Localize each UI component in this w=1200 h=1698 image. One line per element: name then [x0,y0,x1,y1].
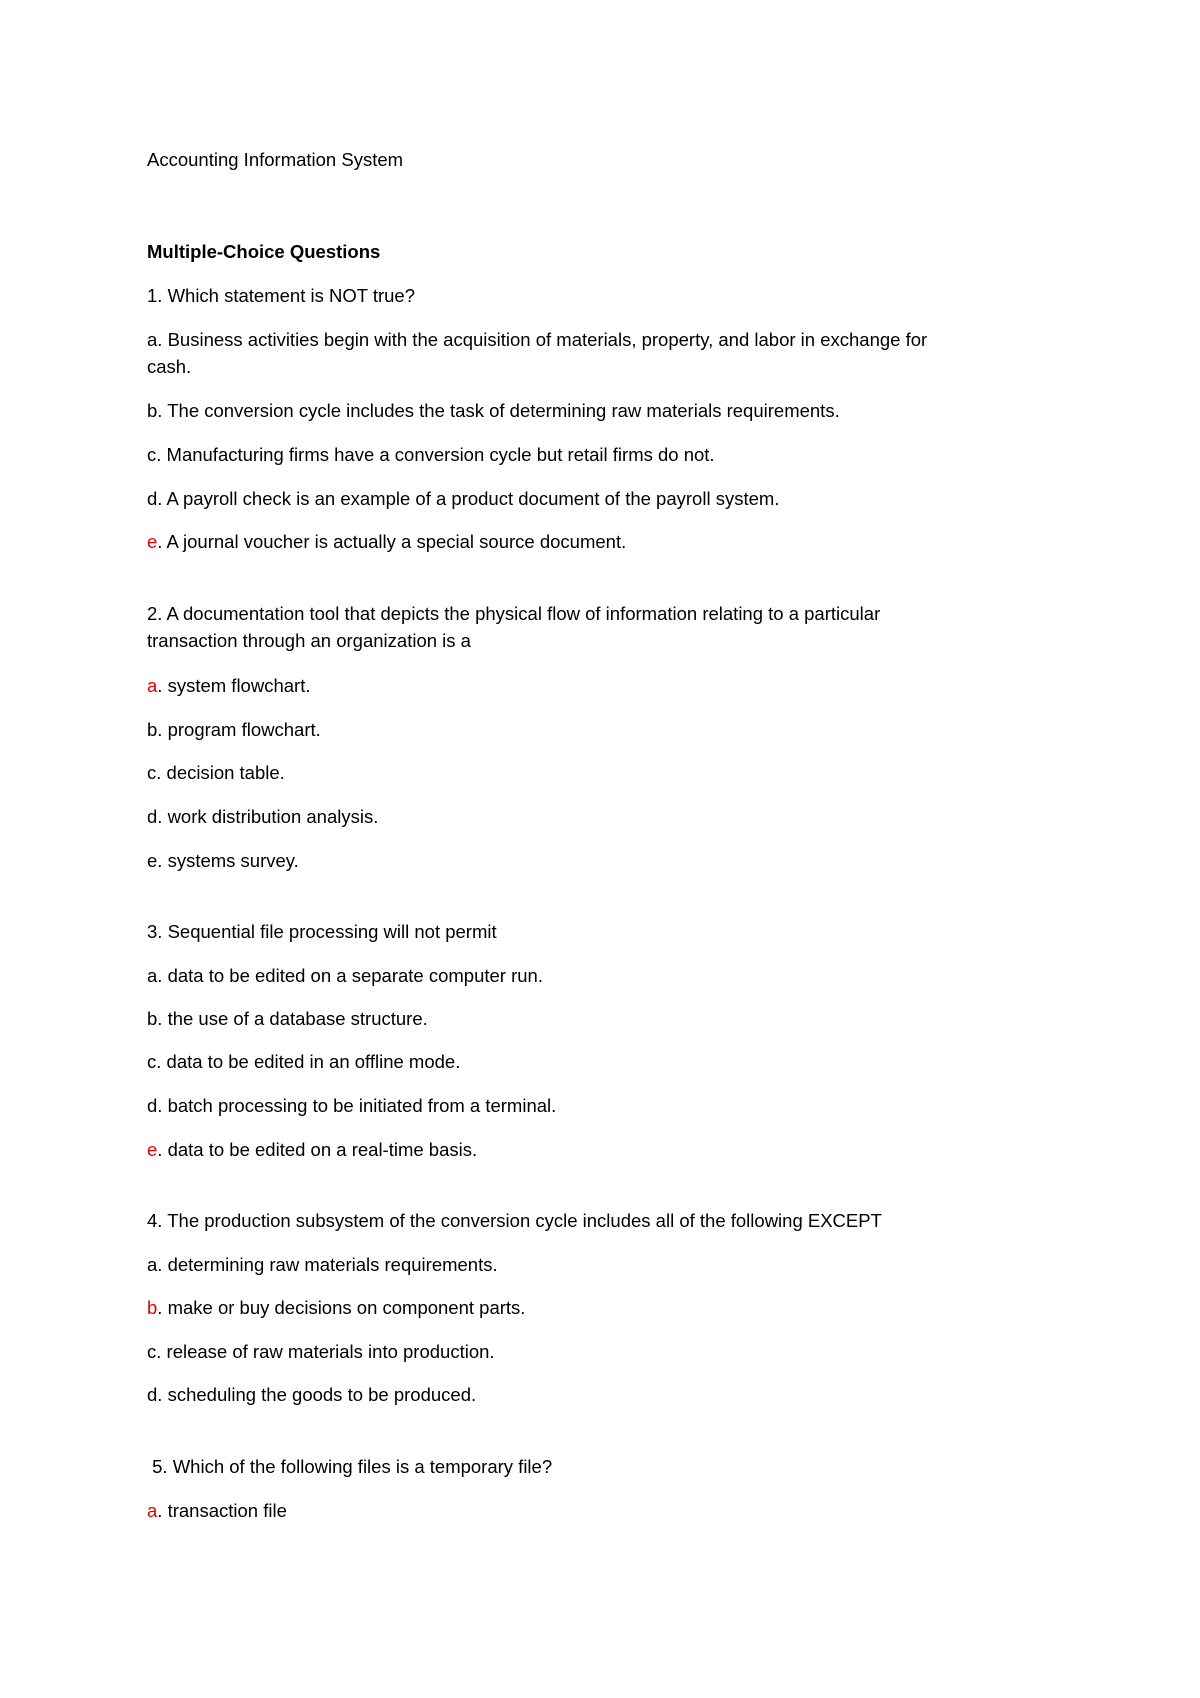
question-3-option-a [147,962,1047,989]
option-letter: a [147,1254,158,1275]
question-4-option-a [147,1251,1047,1278]
question-3-option-e [147,1136,1047,1163]
question-2-stem: 2. A documentation tool that depicts the physical flow of information relating to a particular [147,603,881,624]
answer-letter: b [147,1297,158,1318]
question-5-stem: 5. Which of the following files is a temporary file? [147,1456,553,1477]
option-letter: e [147,850,158,871]
answer-letter: e [147,531,158,552]
option-text: . make or buy decisions on component parts. [157,1297,526,1318]
question-3-option-b [147,1005,1047,1032]
document-title: Accounting Information System [147,149,404,170]
option-text: . Business activities begin with the acquisition of materials, property, and labor in exchange for [157,329,928,350]
option-letter: a [147,329,158,350]
option-letter: b [147,1008,158,1029]
section-heading: Multiple-Choice Questions [147,241,381,262]
question-2-stem-continuation: transaction through an organization is a [147,630,471,651]
option-letter: d [147,488,158,509]
option-letter: a [147,965,158,986]
option-letter: c [147,1051,157,1072]
option-letter: c [147,762,157,783]
question-4-option-b [147,1294,1047,1321]
option-text: . data to be edited in an offline mode. [156,1051,461,1072]
option-text: . data to be edited on a separate computer run. [157,965,543,986]
question-2-option-b [147,716,1047,743]
question-1-option-b [147,397,1047,424]
question-4-stem: 4. The production subsystem of the conversion cycle includes all of the following EXCEPT [147,1210,882,1231]
question-3-option-c [147,1048,1047,1075]
option-letter: c [147,1341,157,1362]
option-text: . transaction file [157,1500,287,1521]
option-text: . work distribution analysis. [157,806,379,827]
option-text: . Manufacturing firms have a conversion cycle but retail firms do not. [156,444,715,465]
option-letter: b [147,719,158,740]
question-1-stem: 1. Which statement is NOT true? [147,285,416,306]
option-text: . The conversion cycle includes the task of determining raw materials requirements. [157,400,840,421]
question-3-option-d [147,1092,1047,1119]
question-1-option-e [147,528,1047,555]
question-1-option-d [147,485,1047,512]
option-text: . systems survey. [157,850,299,871]
question-1-option-c [147,441,1047,468]
question-3-stem: 3. Sequential file processing will not permit [147,921,497,942]
question-2-option-e [147,847,1047,874]
question-4-option-d [147,1381,1047,1408]
option-text: . A payroll check is an example of a product document of the payroll system. [157,488,780,509]
option-text: . data to be edited on a real-time basis. [157,1139,478,1160]
question-2-option-a [147,672,1047,699]
option-text: . system flowchart. [157,675,311,696]
option-text: . release of raw materials into production. [156,1341,495,1362]
option-letter: d [147,1384,158,1405]
question-5-option-a [147,1497,1047,1524]
option-text: . decision table. [156,762,285,783]
option-letter: b [147,400,158,421]
option-letter: c [147,444,157,465]
question-1-option-a [147,326,1047,353]
option-text: . determining raw materials requirements. [157,1254,498,1275]
option-text: . program flowchart. [157,719,321,740]
question-1-option-a-continuation: cash. [147,356,192,377]
option-letter: d [147,806,158,827]
option-text: . the use of a database structure. [157,1008,428,1029]
answer-letter: e [147,1139,158,1160]
option-letter: d [147,1095,158,1116]
answer-letter: a [147,1500,158,1521]
option-text: . scheduling the goods to be produced. [157,1384,477,1405]
question-2-option-c [147,759,1047,786]
question-2-option-d [147,803,1047,830]
option-text: . A journal voucher is actually a special source document. [157,531,627,552]
answer-letter: a [147,675,158,696]
option-text: . batch processing to be initiated from a terminal. [157,1095,557,1116]
question-4-option-c [147,1338,1047,1365]
